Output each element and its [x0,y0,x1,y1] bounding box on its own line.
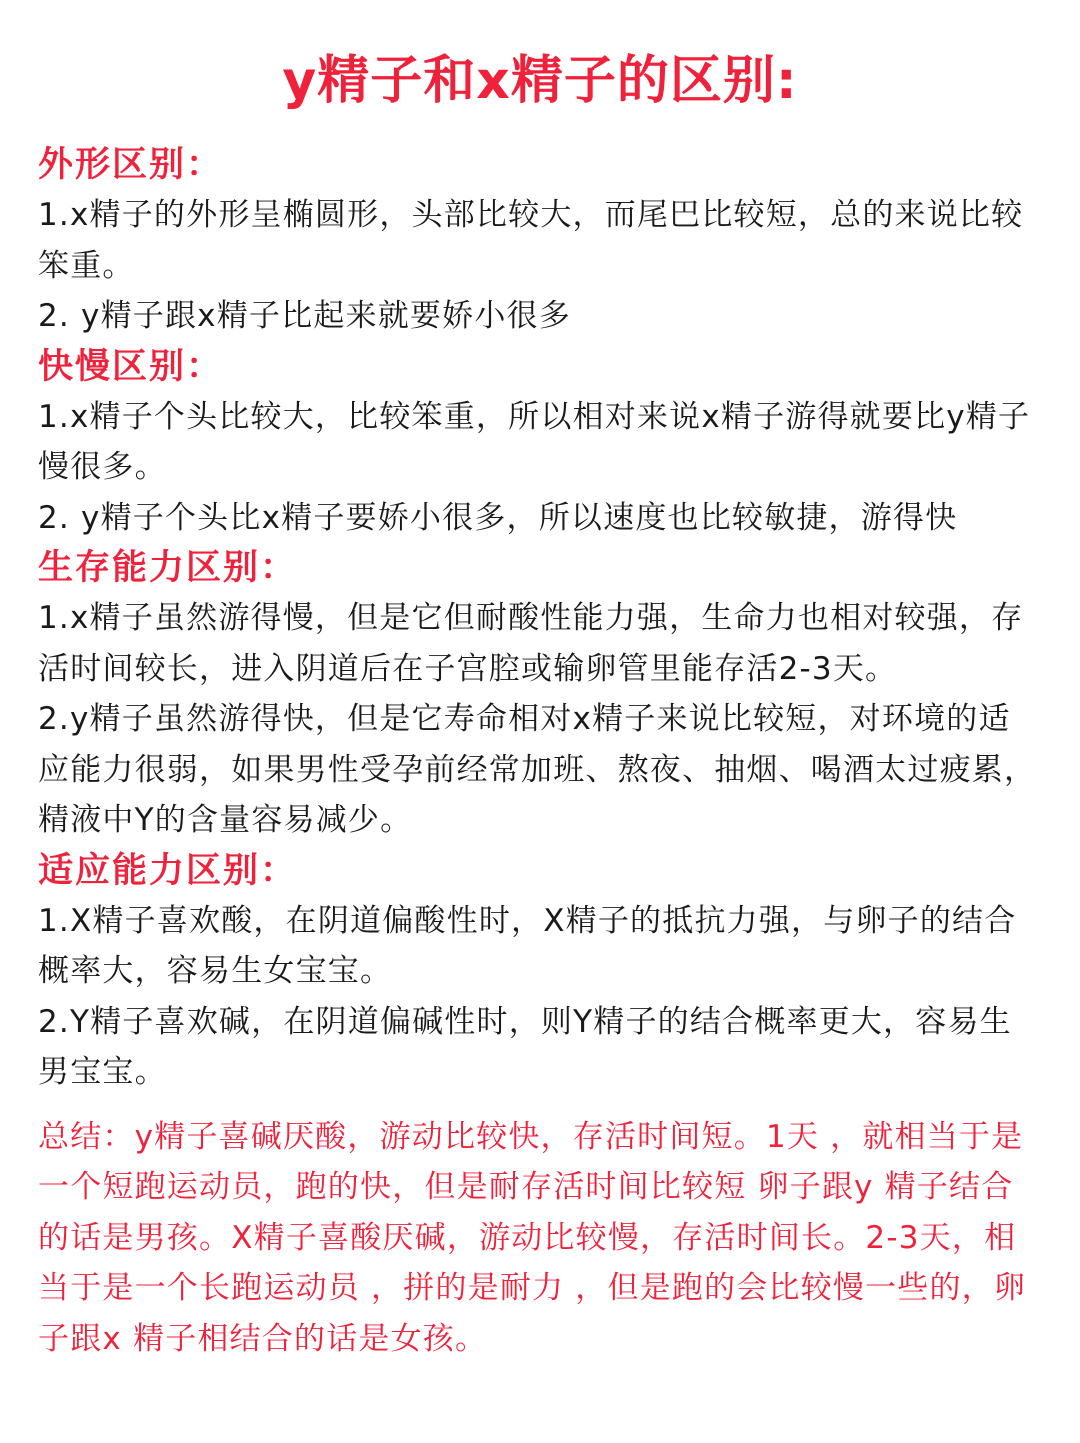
section-adaptation-point-1: 1.X精子喜欢酸，在阴道偏酸性时，X精子的抵抗力强，与卵子的结合概率大，容易生女宝宝。 [38,902,1017,989]
section-speed-point-2: 2. y精子个头比x精子要娇小很多，所以速度也比较敏捷，游得快 [38,499,958,536]
section-survival-point-2: 2.y精子虽然游得快，但是它寿命相对x精子来说比较短，对环境的适应能力很弱，如果男性受孕前经常加班、熬夜、抽烟、喝酒太过疲累，精液中Y的含量容易减少。 [38,701,1037,838]
section-survival [38,543,1042,846]
section-heading-speed: 快慢区别： [38,346,224,387]
section-speed-point-1: 1.x精子个头比较大，比较笨重，所以相对来说x精子游得就要比y精子慢很多。 [38,398,1031,485]
section-survival-point-1: 1.x精子虽然游得慢，但是它但耐酸性能力强，生命力也相对较强，存活时间较长，进入阴道后在子宫腔或输卵管里能存活2-3天。 [38,600,1024,687]
section-heading-shape: 外形区别： [38,145,224,185]
section-heading-adaptation: 适应能力区别： [38,850,298,891]
summary-paragraph: 总结：y精子喜碱厌酸，游动比较快，存活时间短。1天 ，就相当于是一个短跑运动员，跑的快，但是耐存活时间比较短 卵子跟y 精子结合的话是男孩。X精子喜酸厌碱，游动比较慢，存活时间长。2-3天，相当于是一个长跑运动员 ，拼的是耐力 ，但是跑的会比较慢一些的，卵子跟x 精子相结合的话是女孩。 [38,1118,1027,1357]
section-shape-point-2: 2. y精子跟x精子比起来就要娇小很多 [38,298,571,334]
section-shape [38,140,1042,342]
section-heading-survival: 生存能力区别： [38,548,298,588]
page-title: y精子和x精子的区别: [282,51,798,111]
section-shape-point-1: 1.x精子的外形呈椭圆形，头部比较大，而尾巴比较短，总的来说比较笨重。 [38,197,1024,284]
section-adaptation [38,846,1042,1098]
section-speed [38,342,1042,544]
section-adaptation-point-2: 2.Y精子喜欢碱，在阴道偏碱性时，则Y精子的结合概率更大，容易生男宝宝。 [38,1003,1012,1090]
